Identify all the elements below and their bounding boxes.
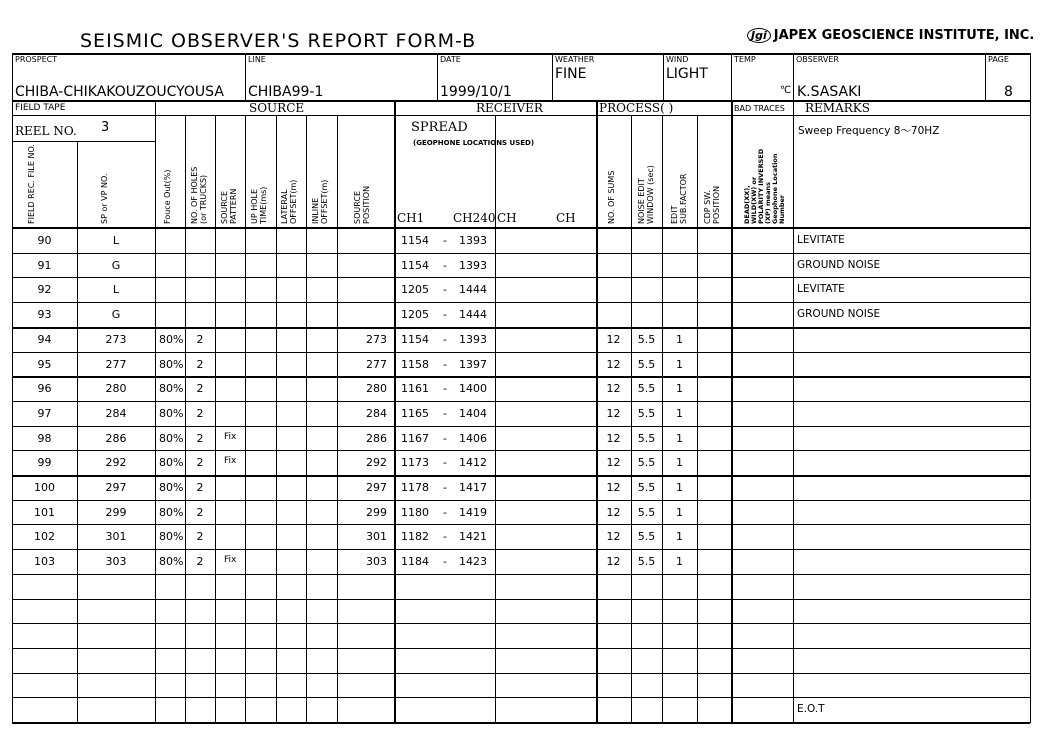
row-divider (12, 697, 1030, 698)
date-value: 1999/10/1 (440, 84, 512, 100)
company-name (747, 28, 1034, 43)
cell-force: 80% (159, 506, 184, 519)
cell-rec: 95 (37, 358, 52, 371)
header-divider (437, 53, 438, 101)
cell-rec: 94 (37, 333, 52, 346)
column-divider (662, 115, 663, 722)
bad-traces-label: BAD TRACES (734, 104, 785, 113)
row-divider (12, 450, 1030, 451)
cell-noise: 5.5 (637, 530, 656, 543)
cell-dash: - (443, 506, 447, 519)
cell-sp: 277 (105, 358, 127, 371)
cell-pos: 284 (366, 407, 387, 420)
cell-pattern: Fix (224, 456, 237, 466)
cell-ch1: 1167 (401, 432, 429, 445)
cell-noise: 5.5 (637, 481, 656, 494)
cell-sp: 284 (105, 407, 127, 420)
row-divider (12, 352, 1030, 353)
cell-rec: 99 (37, 456, 52, 469)
cell-ch240: 1423 (459, 555, 487, 568)
cell-sums: 12 (606, 432, 621, 445)
cell-sp: L (112, 234, 120, 247)
cell-remark: GROUND NOISE (797, 308, 881, 320)
col-sums: NO. OF SUMS (607, 170, 616, 224)
frame-bottom-line (12, 722, 1030, 724)
cell-ch240: 1400 (459, 382, 487, 395)
cell-dash: - (443, 407, 447, 420)
cell-pattern: Fix (224, 432, 237, 442)
cell-noise: 5.5 (637, 456, 656, 469)
cell-rec: 101 (34, 506, 55, 519)
cell-factor: 1 (676, 506, 683, 519)
cell-holes: 2 (196, 333, 204, 346)
col-force-out: Fouce Out(%) (163, 169, 172, 224)
cell-holes: 2 (196, 481, 204, 494)
cell-factor: 1 (676, 358, 683, 371)
process-section-label: PROCESS( ) (599, 101, 674, 115)
cell-holes: 2 (196, 382, 204, 395)
cell-pos: 286 (366, 432, 387, 445)
cell-factor: 1 (676, 555, 683, 568)
company-label: JAPEX GEOSCIENCE INSTITUTE, INC. (773, 28, 1035, 43)
cell-ch240: 1412 (459, 456, 487, 469)
field-tape-label: FIELD TAPE (15, 103, 66, 113)
cell-holes: 2 (196, 456, 204, 469)
cell-rec: 91 (37, 259, 52, 272)
observer-value: K.SASAKI (797, 84, 862, 100)
cell-ch240: 1393 (459, 234, 487, 247)
cell-holes: 2 (196, 432, 204, 445)
cell-holes: 2 (196, 358, 204, 371)
cell-dash: - (443, 555, 447, 568)
cell-factor: 1 (676, 432, 683, 445)
cell-noise: 5.5 (637, 333, 656, 346)
cell-dash: - (443, 358, 447, 371)
cell-ch1: 1180 (401, 506, 429, 519)
prospect-label: PROSPECT (15, 55, 58, 64)
cell-remark: LEVITATE (797, 234, 845, 246)
row-divider (12, 277, 1030, 278)
cell-ch1: 1205 (401, 308, 429, 321)
cell-holes: 2 (196, 506, 204, 519)
header-divider (793, 53, 794, 101)
cell-dash: - (443, 259, 447, 272)
row-divider (12, 599, 1030, 600)
reel-label: REEL NO. (15, 124, 77, 138)
wind-label: WIND (666, 55, 689, 64)
col-noise-edit: NOISE EDIT WINDOW (sec) (637, 165, 655, 224)
col-ch1: CH1 (397, 211, 425, 225)
row-divider (12, 401, 1030, 402)
cell-ch1: 1154 (401, 234, 429, 247)
wind-value: LIGHT (666, 66, 708, 82)
cell-ch240: 1406 (459, 432, 487, 445)
column-divider (306, 115, 307, 722)
column-divider (394, 101, 396, 722)
spread-label: SPREAD (411, 120, 468, 135)
row-divider (12, 500, 1030, 501)
col-no-holes: NO. OF HOLES (or TRUCKS) (190, 166, 208, 224)
cell-force: 80% (159, 530, 184, 543)
col-ch-a: CH (497, 211, 517, 225)
cell-force: 80% (159, 481, 184, 494)
cell-sp: 297 (105, 481, 127, 494)
cell-dash: - (443, 333, 447, 346)
cell-sp: 301 (105, 530, 127, 543)
cell-ch240: 1421 (459, 530, 487, 543)
col-edit-factor: EDIT SUB.FACTOR (670, 173, 688, 224)
cell-noise: 5.5 (637, 506, 656, 519)
row-divider (12, 574, 1030, 575)
cell-ch240: 1393 (459, 333, 487, 346)
cell-force: 80% (159, 358, 184, 371)
cell-dash: - (443, 382, 447, 395)
cell-ch1: 1178 (401, 481, 429, 494)
page-value: 8 (1004, 84, 1013, 100)
cell-force: 80% (159, 382, 184, 395)
cell-rec: 98 (37, 432, 52, 445)
cell-dash: - (443, 283, 447, 296)
reel-value: 3 (101, 120, 110, 135)
column-divider (596, 101, 598, 722)
cell-sp: 273 (105, 333, 127, 346)
cell-force: 80% (159, 333, 184, 346)
cell-force: 80% (159, 432, 184, 445)
frame-right-line (1030, 53, 1031, 723)
cell-dash: - (443, 308, 447, 321)
cell-rec: 102 (34, 530, 55, 543)
cell-ch240: 1417 (459, 481, 487, 494)
cell-sp: 292 (105, 456, 127, 469)
cell-force: 80% (159, 407, 184, 420)
row-divider (12, 524, 1030, 525)
cell-factor: 1 (676, 530, 683, 543)
row-divider (12, 327, 1030, 329)
line-value: CHIBA99-1 (248, 84, 324, 100)
cell-pos: 297 (366, 481, 387, 494)
cell-ch1: 1173 (401, 456, 429, 469)
cell-ch1: 1154 (401, 259, 429, 272)
column-divider (155, 101, 156, 722)
column-divider (185, 115, 186, 722)
row-divider (12, 648, 1030, 649)
cell-sums: 12 (606, 481, 621, 494)
cell-sums: 12 (606, 530, 621, 543)
frame-top-line (12, 53, 1030, 55)
line-label: LINE (248, 55, 266, 64)
cell-noise: 5.5 (637, 358, 656, 371)
cell-sums: 12 (606, 382, 621, 395)
column-divider (337, 115, 338, 722)
column-divider (77, 141, 78, 722)
temp-label: TEMP (734, 55, 756, 64)
temp-unit: ℃ (780, 85, 792, 96)
cell-dash: - (443, 530, 447, 543)
cell-factor: 1 (676, 382, 683, 395)
cell-sp: 303 (105, 555, 127, 568)
cell-sums: 12 (606, 358, 621, 371)
header-divider (663, 53, 664, 101)
cell-noise: 5.5 (637, 432, 656, 445)
weather-value: FINE (555, 66, 587, 82)
cell-holes: 2 (196, 407, 204, 420)
cell-rec: 93 (37, 308, 52, 321)
prospect-value: CHIBA-CHIKAKOUZOUCYOUSA (15, 84, 224, 100)
source-section-label: SOURCE (249, 101, 305, 115)
cell-rec: 100 (34, 481, 55, 494)
column-divider (276, 115, 277, 722)
form-title: SEISMIC OBSERVER'S REPORT FORM-B (80, 30, 477, 52)
cell-sp: G (111, 259, 121, 272)
page-label: PAGE (988, 55, 1009, 64)
col-source-position: SOURCE POSITION (353, 185, 371, 224)
col-up-hole: UP HOLE TIME(ms) (250, 186, 268, 224)
row-divider (12, 426, 1030, 427)
remarks-label: REMARKS (805, 101, 870, 115)
header-divider (731, 53, 732, 101)
cell-pos: 303 (366, 555, 387, 568)
column-divider (215, 115, 216, 722)
cell-holes: 2 (196, 530, 204, 543)
cell-ch240: 1393 (459, 259, 487, 272)
cell-remark: E.O.T (797, 703, 825, 715)
row-divider (12, 549, 1030, 550)
cell-ch240: 1444 (459, 283, 487, 296)
cell-force: 80% (159, 456, 184, 469)
cell-dash: - (443, 432, 447, 445)
cell-sp: G (111, 308, 121, 321)
col-lateral: LATERAL OFFSET(m) (280, 179, 298, 224)
cell-pos: 292 (366, 456, 387, 469)
date-label: DATE (440, 55, 461, 64)
company-logo-icon: Jgi (747, 28, 771, 43)
cell-ch240: 1397 (459, 358, 487, 371)
cell-rec: 97 (37, 407, 52, 420)
cell-dash: - (443, 234, 447, 247)
cell-ch240: 1404 (459, 407, 487, 420)
header-divider (245, 53, 246, 101)
cell-rec: 92 (37, 283, 52, 296)
col-sp-vp: SP or VP NO. (100, 173, 109, 224)
cell-pos: 273 (366, 333, 387, 346)
cell-remark: GROUND NOISE (797, 259, 881, 271)
cell-holes: 2 (196, 555, 204, 568)
cell-ch240: 1419 (459, 506, 487, 519)
row-divider (12, 623, 1030, 624)
cell-factor: 1 (676, 456, 683, 469)
cell-sp: L (112, 283, 120, 296)
col-ch240: CH240 (453, 211, 496, 225)
sweep-frequency: Sweep Frequency 8～70HZ (798, 125, 940, 137)
cell-sums: 12 (606, 555, 621, 568)
cell-dash: - (443, 456, 447, 469)
column-divider (793, 101, 794, 722)
row-divider (12, 253, 1030, 254)
table-header-bottom-line (12, 227, 1030, 229)
cell-rec: 103 (34, 555, 55, 568)
cell-factor: 1 (676, 407, 683, 420)
cell-pos: 277 (366, 358, 387, 371)
col-bad-desc: DEAD(XX), WILD(XW) or POLARITY INVERSED (XP) means Geophone Location Number (743, 148, 786, 224)
cell-sums: 12 (606, 456, 621, 469)
row-divider (12, 673, 1030, 674)
column-divider (631, 115, 632, 722)
cell-rec: 96 (37, 382, 52, 395)
cell-sp: 286 (105, 432, 127, 445)
cell-ch1: 1205 (401, 283, 429, 296)
cell-dash: - (443, 481, 447, 494)
column-divider (697, 115, 698, 722)
observer-label: OBSERVER (796, 55, 839, 64)
col-source-pattern: SOURCE PATTERN (220, 188, 238, 224)
row-divider (12, 475, 1030, 477)
cell-noise: 5.5 (637, 382, 656, 395)
cell-sums: 12 (606, 407, 621, 420)
cell-pos: 299 (366, 506, 387, 519)
col-cdp-sw: CDP SW. POSITION (703, 185, 721, 224)
header-divider (552, 53, 553, 101)
column-divider (731, 101, 733, 722)
cell-ch1: 1182 (401, 530, 429, 543)
col-ch-b: CH (556, 211, 576, 225)
weather-label: WEATHER (555, 55, 595, 64)
cell-rec: 90 (37, 234, 52, 247)
col-inline: INLINE OFFSET(m) (311, 179, 329, 224)
cell-pattern: Fix (224, 555, 237, 565)
cell-noise: 5.5 (637, 407, 656, 420)
cell-ch240: 1444 (459, 308, 487, 321)
col-field-rec: FIELD REC. FILE NO. (27, 144, 36, 224)
column-divider (495, 115, 496, 722)
cell-ch1: 1165 (401, 407, 429, 420)
column-divider (245, 115, 246, 722)
row-divider (12, 376, 1030, 378)
cell-sp: 299 (105, 506, 127, 519)
cell-ch1: 1184 (401, 555, 429, 568)
cell-pos: 301 (366, 530, 387, 543)
cell-sums: 12 (606, 333, 621, 346)
cell-noise: 5.5 (637, 555, 656, 568)
cell-ch1: 1158 (401, 358, 429, 371)
row-divider (12, 302, 1030, 303)
cell-factor: 1 (676, 481, 683, 494)
receiver-section-label: RECEIVER (476, 101, 543, 115)
cell-sums: 12 (606, 506, 621, 519)
header-divider (985, 53, 986, 101)
cell-ch1: 1161 (401, 382, 429, 395)
cell-pos: 280 (366, 382, 387, 395)
cell-remark: LEVITATE (797, 283, 845, 295)
cell-sp: 280 (105, 382, 127, 395)
cell-factor: 1 (676, 333, 683, 346)
cell-ch1: 1154 (401, 333, 429, 346)
spread-note: (GEOPHONE LOCATIONS USED) (413, 139, 535, 147)
cell-force: 80% (159, 555, 184, 568)
